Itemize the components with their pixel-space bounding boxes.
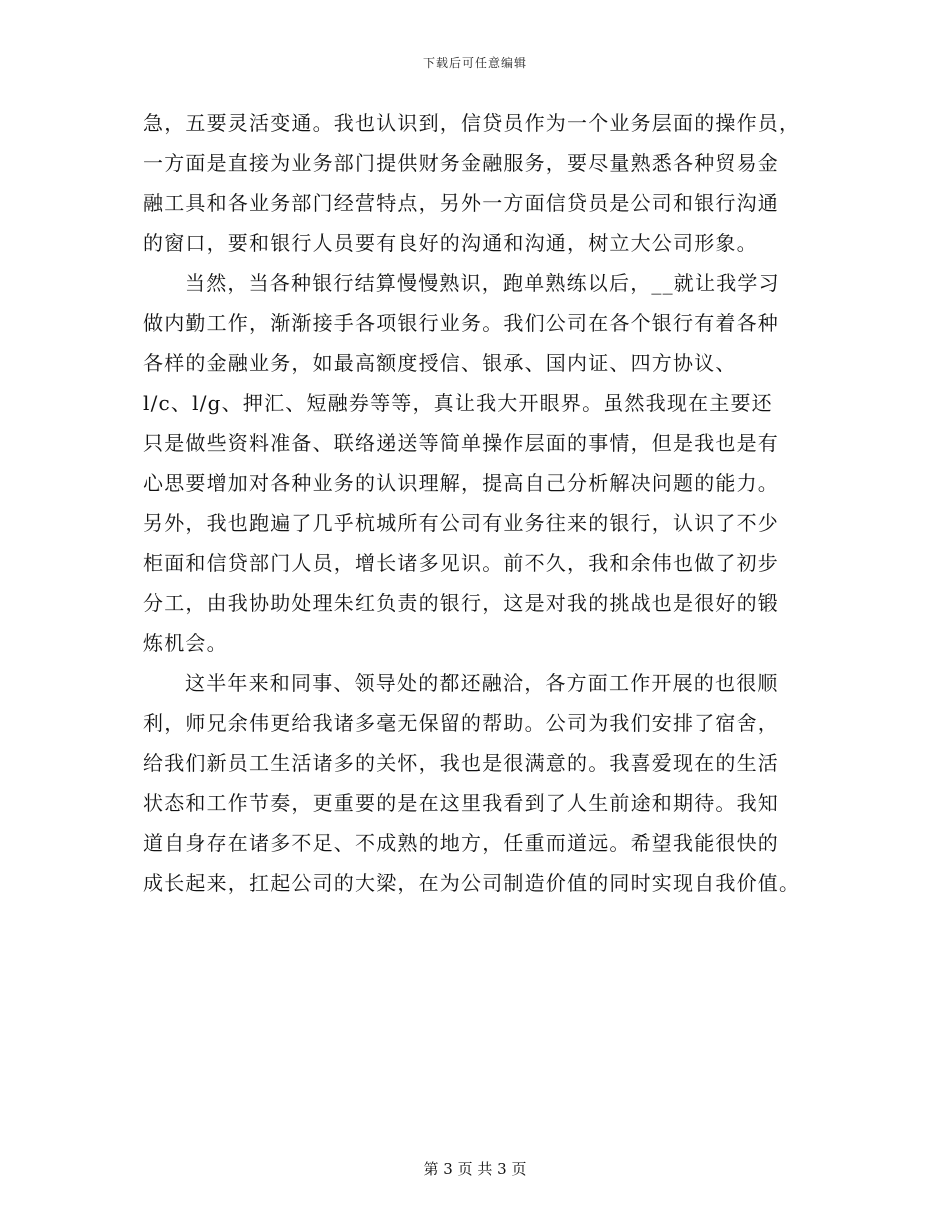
- text-line: 一方面是直接为业务部门提供财务金融服务，要尽量熟悉各种贸易金: [143, 151, 779, 175]
- text-line: 各样的金融业务，如最高额度授信、银承、国内证、四方协议、: [143, 351, 737, 375]
- page-header-note: 下载后可任意编辑: [422, 56, 527, 70]
- paragraph-start-line: 当然，当各种银行结算慢慢熟识，跑单熟练以后，__就让我学习: [185, 271, 780, 295]
- text-line: 的窗口，要和银行人员要有良好的沟通和沟通，树立大公司形象。: [143, 231, 758, 255]
- document-body: [143, 103, 813, 903]
- text-line: 做内勤工作，渐渐接手各项银行业务。我们公司在各个银行有着各种: [143, 311, 779, 335]
- text-line: 另外，我也跑遍了几乎杭城所有公司有业务往来的银行，认识了不少: [143, 511, 779, 535]
- text-line: 给我们新员工生活诸多的关怀，我也是很满意的。我喜爱现在的生活: [143, 751, 779, 775]
- text-line: 分工，由我协助处理朱红负责的银行，这是对我的挑战也是很好的锻: [143, 591, 779, 615]
- page-number-footer: 第 3 页 共 3 页: [423, 1160, 527, 1178]
- text-line: 炼机会。: [143, 631, 228, 655]
- text-line: 成长起来，扛起公司的大梁，在为公司制造价值的同时实现自我价值。: [143, 871, 801, 895]
- text-line: 急，五要灵活变通。我也认识到，信贷员作为一个业务层面的操作员，: [143, 111, 801, 135]
- text-line: l/c、l/g、押汇、短融券等等，真让我大开眼界。虽然我现在主要还: [143, 391, 773, 415]
- text-line: 柜面和信贷部门人员，增长诸多见识。前不久，我和余伟也做了初步: [143, 551, 779, 575]
- paragraph-start-line: 这半年来和同事、领导处的都还融洽，各方面工作开展的也很顺: [185, 671, 779, 695]
- text-line: 融工具和各业务部门经营特点，另外一方面信贷员是公司和银行沟通: [143, 191, 779, 215]
- text-line: 只是做些资料准备、联络递送等简单操作层面的事情，但是我也是有: [143, 431, 779, 455]
- text-line: 状态和工作节奏，更重要的是在这里我看到了人生前途和期待。我知: [143, 791, 779, 815]
- text-line: 利，师兄余伟更给我诸多毫无保留的帮助。公司为我们安排了宿舍，: [143, 711, 779, 735]
- text-line: 心思要增加对各种业务的认识理解，提高自己分析解决问题的能力。: [143, 471, 779, 495]
- text-line: 道自身存在诸多不足、不成熟的地方，任重而道远。希望我能很快的: [143, 831, 779, 855]
